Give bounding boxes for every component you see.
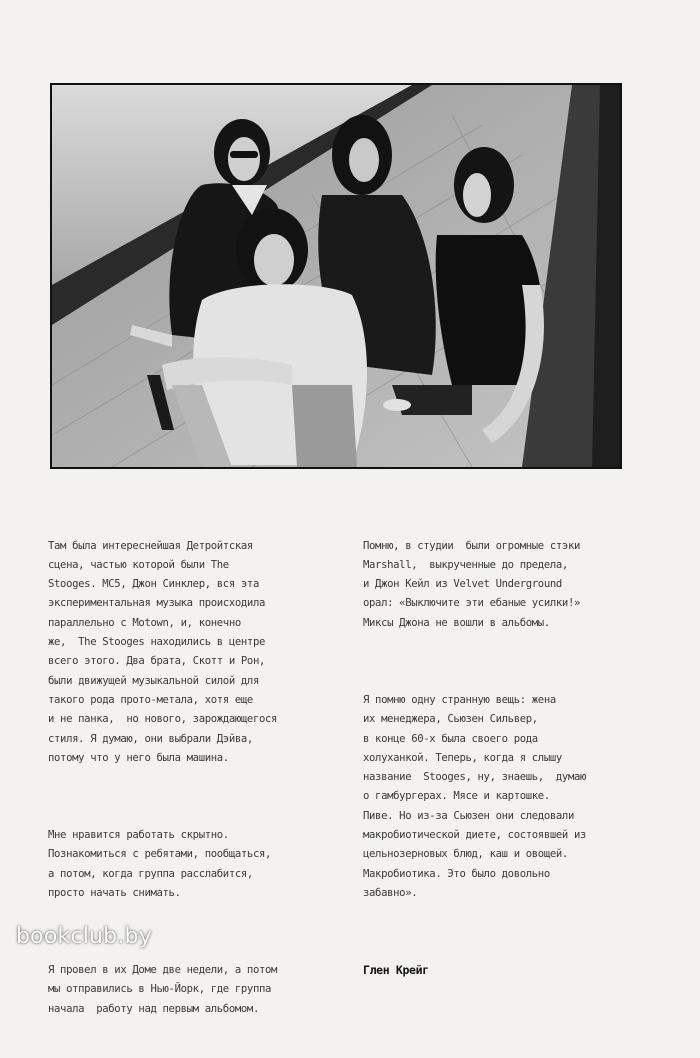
photo-illustration — [52, 85, 620, 467]
right-paragraph-2: Я помню одну странную вещь: жена их менеджера, Сьюзен Сильвер, в конце 60-х была своего рода холуханкой. Теперь, когда я слышу название Stooges, ну, знаешь, думаю о гамбургерах. Мясе и картошке. Пиве. Но из-за Сьюзен они следовали макробиотической диете, состоявшей из цельнозерновых блюд, каш и овощей. Макробиотика. Это было довольно забавно». — [363, 693, 587, 899]
right-paragraph-1: Помню, в студии были огромные стэки Marshall, выкрученные до предела, и Джон Кейл из Velvet Underground орал: «Выключите эти ебаные усилки!» Миксы Джона не вошли в альбомы. — [363, 539, 581, 629]
signature: Глен Крейг — [363, 963, 429, 978]
band-photo — [50, 83, 622, 469]
watermark[interactable]: bookclub.by — [16, 924, 152, 949]
left-paragraph-3: Я провел в их Доме две недели, а потом мы отправились в Нью-Йорк, где группа начала работу над первым альбомом. — [48, 964, 278, 1015]
right-text-column — [363, 498, 653, 1000]
left-paragraph-2: Мне нравится работать скрытно. Познакомиться с ребятами, пообщаться, а потом, когда группа расслабится, просто начать снимать. — [48, 829, 272, 899]
left-paragraph-1: Там была интереснейшая Детройтская сцена, частью которой были The Stooges. MC5, Джон Синклер, вся эта экспериментальная музыка происходила параллельно с Motown, и, конечно же, The Stooges находились в центре всего этого. Два брата, Скотт и Рон, были движущей музыкальной силой для такого рода прото-метала, хотя еще и не панка, но нового, зарождающегося стиля. Я думаю, они выбрали Дэйва, потому что у него была машина. — [48, 539, 278, 764]
left-text-column — [48, 498, 338, 1058]
